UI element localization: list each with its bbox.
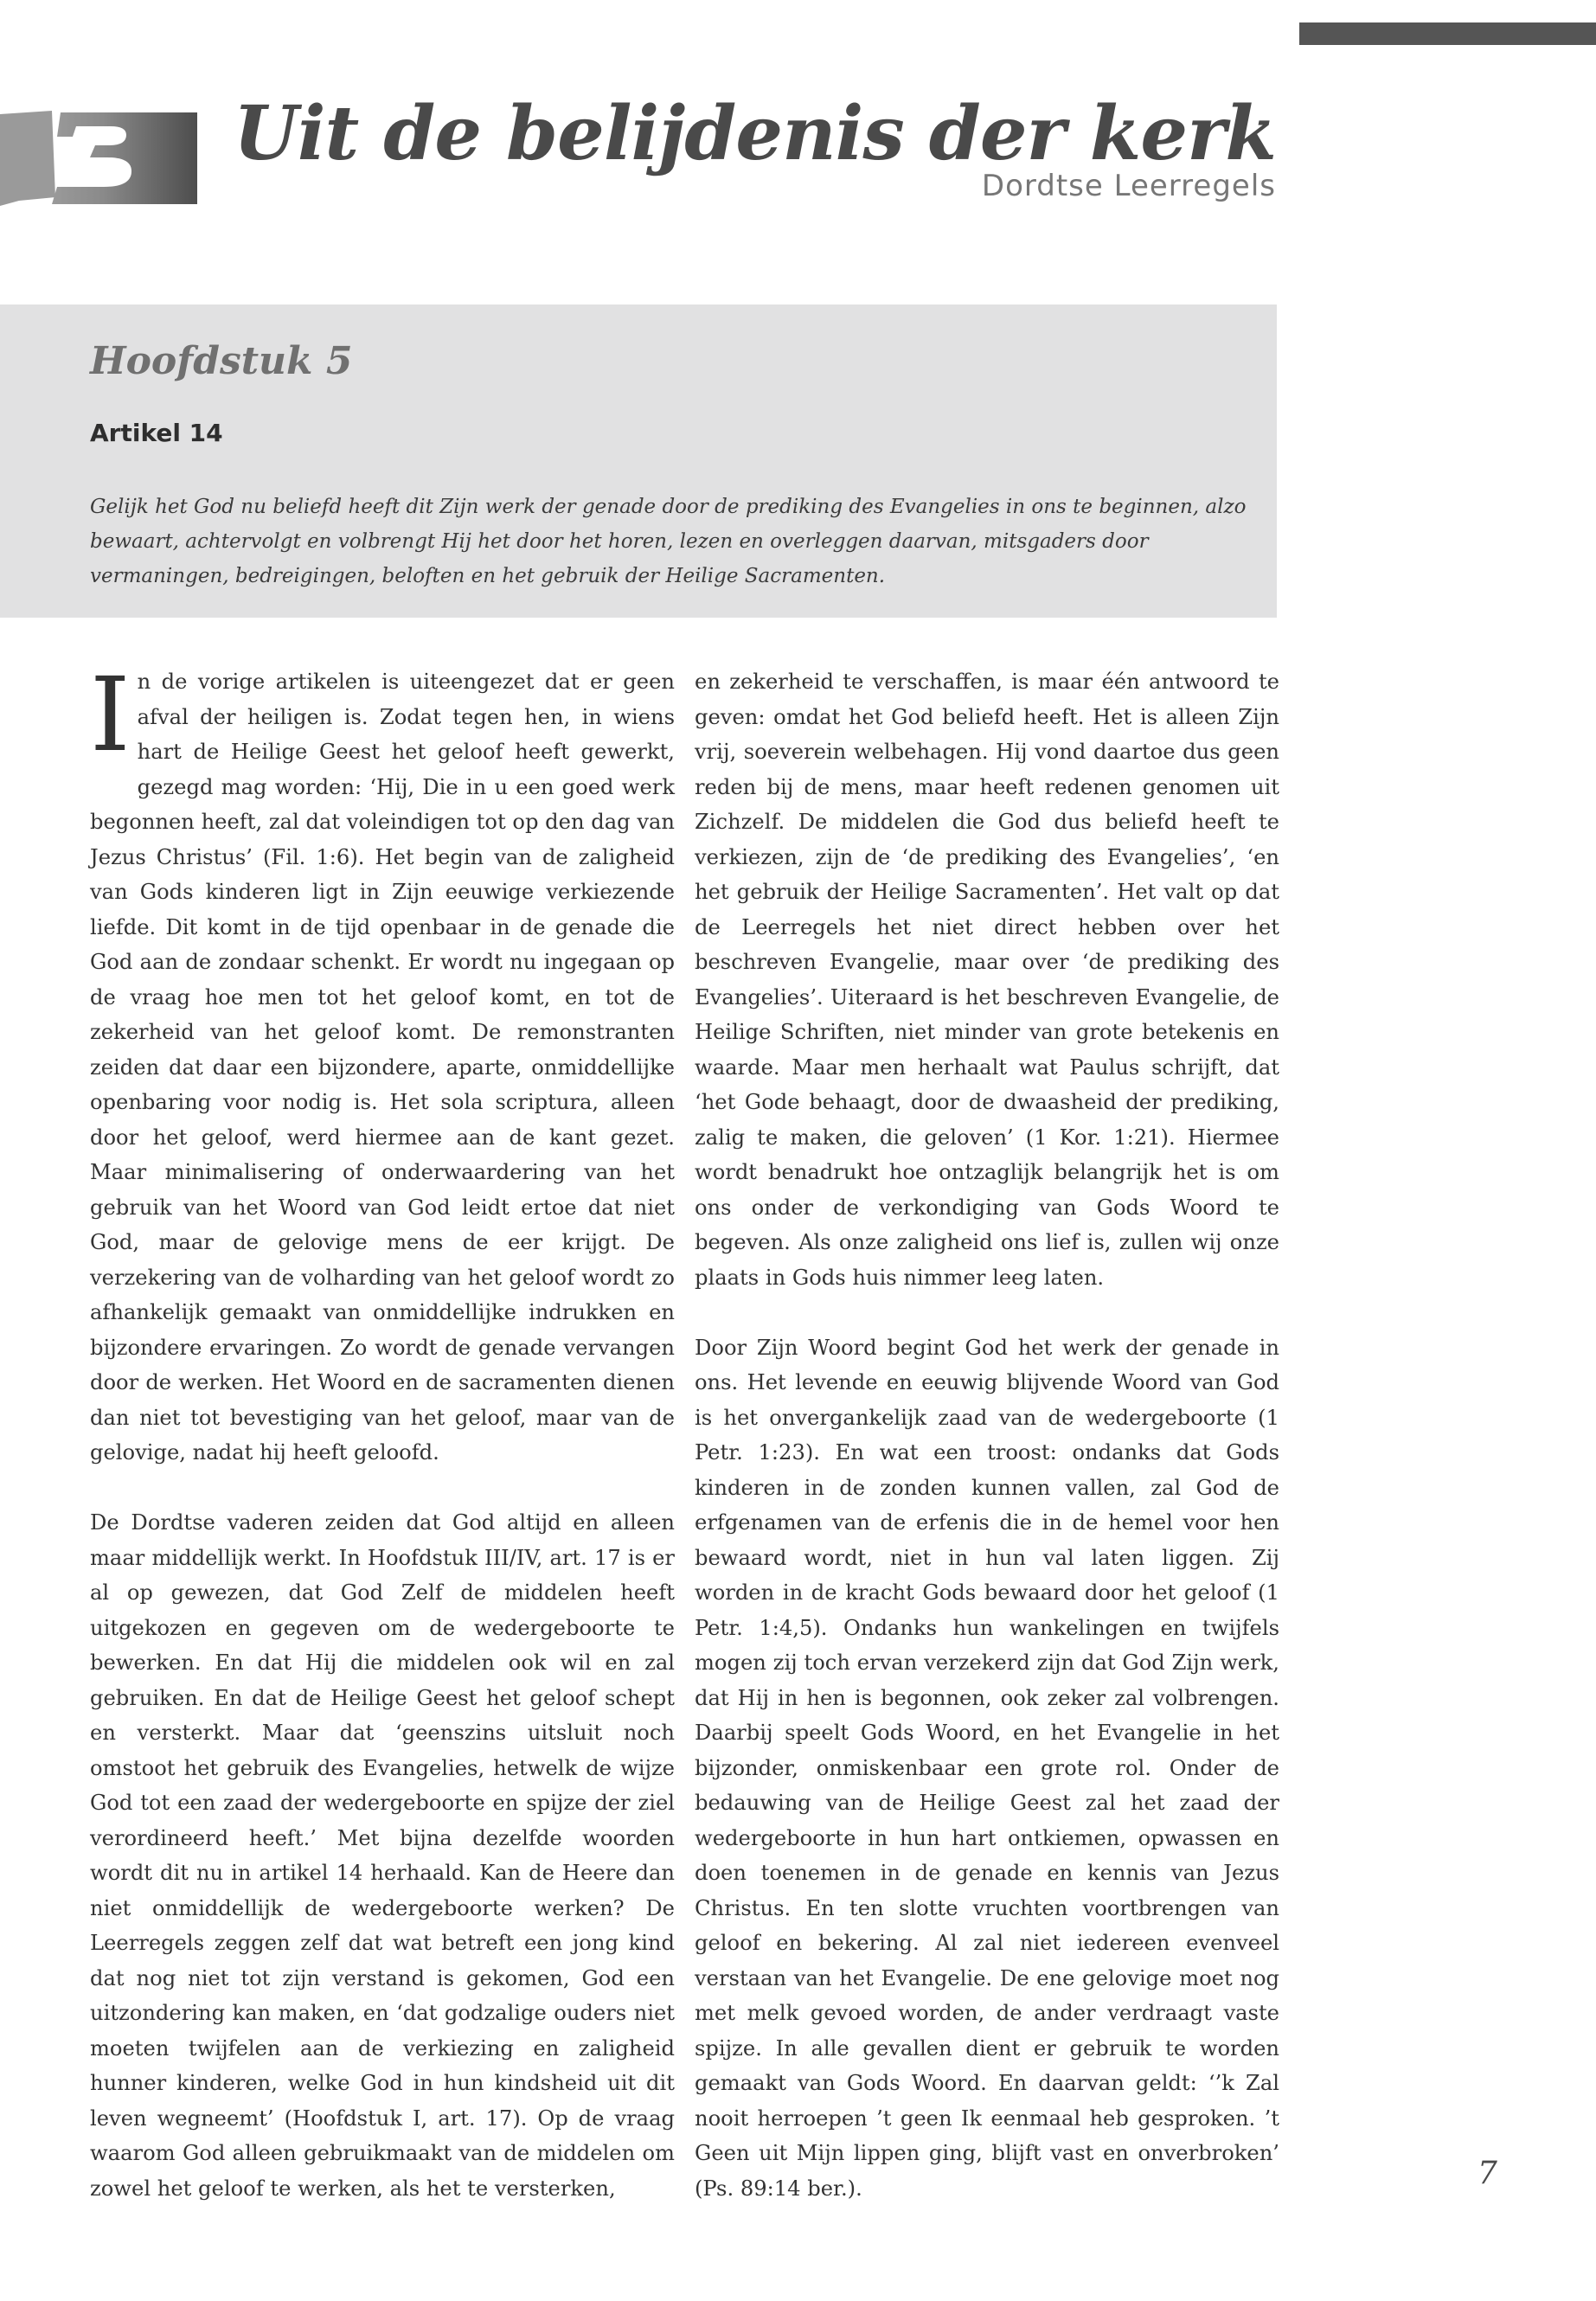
body-column-right: [695, 664, 1279, 2206]
page-subtitle: Dordtse Leerregels: [981, 169, 1276, 203]
body-column-left: [90, 655, 675, 2206]
article-heading: Artikel 14: [90, 419, 223, 447]
page-title: Uit de belijdenis der kerk: [233, 90, 1276, 177]
chapter-mark-block: [0, 111, 55, 206]
page-number: 7: [1477, 2156, 1497, 2191]
drop-cap: I: [90, 655, 131, 774]
body-paragraph-4: Door Zijn Woord begint God het werk der genade in ons. Het levende en eeuwig blijvende Woord van God is het onvergankelijk zaad van de wedergeboorte (1 Petr. 1:23). En wat een troost: ondanks dat Gods kinderen in de zonden kunnen vallen, zal God de erfgenamen van de erfenis die in de hemel voor hen bewaard wordt, niet in hun val laten liggen. Zij worden in de kracht Gods bewaard door het geloof (1 Petr. 1:4,5). Ondanks hun wankelingen en twijfels mogen zij toch ervan verzekerd zijn dat God Zijn werk, dat Hij in hen is begonnen, ook zeker zal volbrengen. Daarbij speelt Gods Woord, en het Evangelie in het bijzonder, onmiskenbaar een grote rol. Onder de bedauwing van de Heilige Geest zal het zaad der wedergeboorte in hun hart ontkiemen, opwassen en doen toenemen in de genade en kennis van Jezus Christus. En ten slotte vruchten voortbrengen van geloof en bekering. Al zal niet iedereen evenveel verstaan van het Evangelie. De ene gelovige moet nog met melk gevoed worden, de ander verdraagt vaste spijze. In alle gevallen dient er gebruik te worden gemaakt van Gods Woord. En daarvan geldt: ‘’k Zal nooit herroepen ’t geen Ik eenmaal heb gesproken. ’t Geen uit Mijn lippen ging, blijft vast en onverbroken’ (Ps. 89:14 ber.).: [695, 1335, 1279, 2201]
chapter-heading: Hoofdstuk 5: [90, 339, 353, 383]
body-paragraph-1: [90, 655, 675, 1471]
confession-text: Gelijk het God nu beliefd heeft dit Zijn werk der genade door de prediking des Evangelies in ons te beginnen, alzo bewaart, achtervolgt en volbrengt Hij het door het horen, lezen en overleggen daarvan, mitsgaders door vermaningen, bedreigingen, beloften en het gebruik der Heilige Sacramenten.: [90, 496, 1247, 587]
body-paragraph-2: De Dordtse vaderen zeiden dat God altijd en alleen maar middellijk werkt. In Hoofdstuk III/IV, art. 17 is er al op gewezen, dat God Zelf de middelen heeft uitgekozen en gegeven om de wedergeboorte te bewerken. En dat Hij die middelen ook wil en zal gebruiken. En dat de Heilige Geest het geloof schept en versterkt. Maar dat ‘geenszins uitsluit noch omstoot het gebruik des Evangelies, hetwelk de wijze God tot een zaad der wedergeboorte en spijze der ziel verordineerd heeft.’ Met bijna dezelfde woorden wordt dit nu in artikel 14 herhaald. Kan de Heere dan niet onmiddellijk de wedergeboorte werken? De Leerregels zeggen zelf dat wat betreft een jong kind dat nog niet tot zijn verstand is gekomen, God een uitzondering kan maken, en ‘dat godzalige ouders niet moeten twijfelen aan de verkiezing en zaligheid hunner kinderen, welke God in hun kindsheid uit dit leven wegneemt’ (Hoofdstuk I, art. 17). Op de vraag waarom God alleen gebruikmaakt van de middelen om zowel het geloof te werken, als het te versterken,: [90, 1510, 675, 2201]
paragraph-1-text: n de vorige artikelen is uiteengezet dat er geen afval der heiligen is. Zodat tegen hen, in wiens hart de Heilige Geest het geloof heeft gewerkt, gezegd mag worden: ‘Hij, Die in u een goed werk begonnen heeft, zal dat voleindigen tot op den dag van Jezus Christus’ (Fil. 1:6). Het begin van de zaligheid van Gods kinderen ligt in Zijn eeuwige verkiezende liefde. Dit komt in de tijd openbaar in de genade die God aan de zondaar schenkt. Er wordt nu ingegaan op de vraag hoe men tot het geloof komt, en tot de zekerheid van het geloof komt. De remonstranten zeiden dat daar een bijzondere, aparte, onmiddellijke openbaring voor nodig is. Het sola scriptura, alleen door het geloof, werd hiermee aan de kant gezet. Maar minimalisering of onderwaardering van het gebruik van het Woord van God leidt ertoe dat niet God, maar de gelovige mens de eer krijgt. De verzekering van de volharding van het geloof wordt zo afhankelijk gemaakt van onmiddellijke indrukken en bijzondere ervaringen. Zo wordt de genade vervangen door de werken. Het Woord en de sacramenten dienen dan niet tot bevestiging van het geloof, maar van de gelovige, nadat hij heeft geloofd.: [90, 670, 675, 1465]
body-paragraph-3: en zekerheid te verschaffen, is maar één antwoord te geven: omdat het God beliefd heeft. Het is alleen Zijn vrij, soeverein welbehagen. Hij vond daartoe dus geen reden bij de mens, maar heeft redenen genomen uit Zichzelf. De middelen die God dus beliefd heeft te verkiezen, zijn de ‘de prediking des Evangelies’, ‘en het gebruik der Heilige Sacramenten’. Het valt op dat de Leerregels het niet direct hebben over het beschreven Evangelie, maar over ‘de prediking des Evangelies’. Uiteraard is het beschreven Evangelie, de Heilige Schriften, niet minder van grote betekenis en waarde. Maar men herhaalt wat Paulus schrijft, dat ‘het Gode behaagt, door de dwaasheid der prediking, zalig te maken, die geloven’ (1 Kor. 1:21). Hiermee wordt benadrukt hoe ontzaglijk belangrijk het is om ons onder de verkondiging van Gods Woord te begeven. Als onze zaligheid ons lief is, zullen wij onze plaats in Gods huis nimmer leeg laten.: [695, 670, 1279, 1290]
top-accent-bar: [1299, 22, 1596, 45]
chapter-mark-digit: [52, 112, 197, 204]
chapter-number-graphic: [0, 111, 208, 206]
